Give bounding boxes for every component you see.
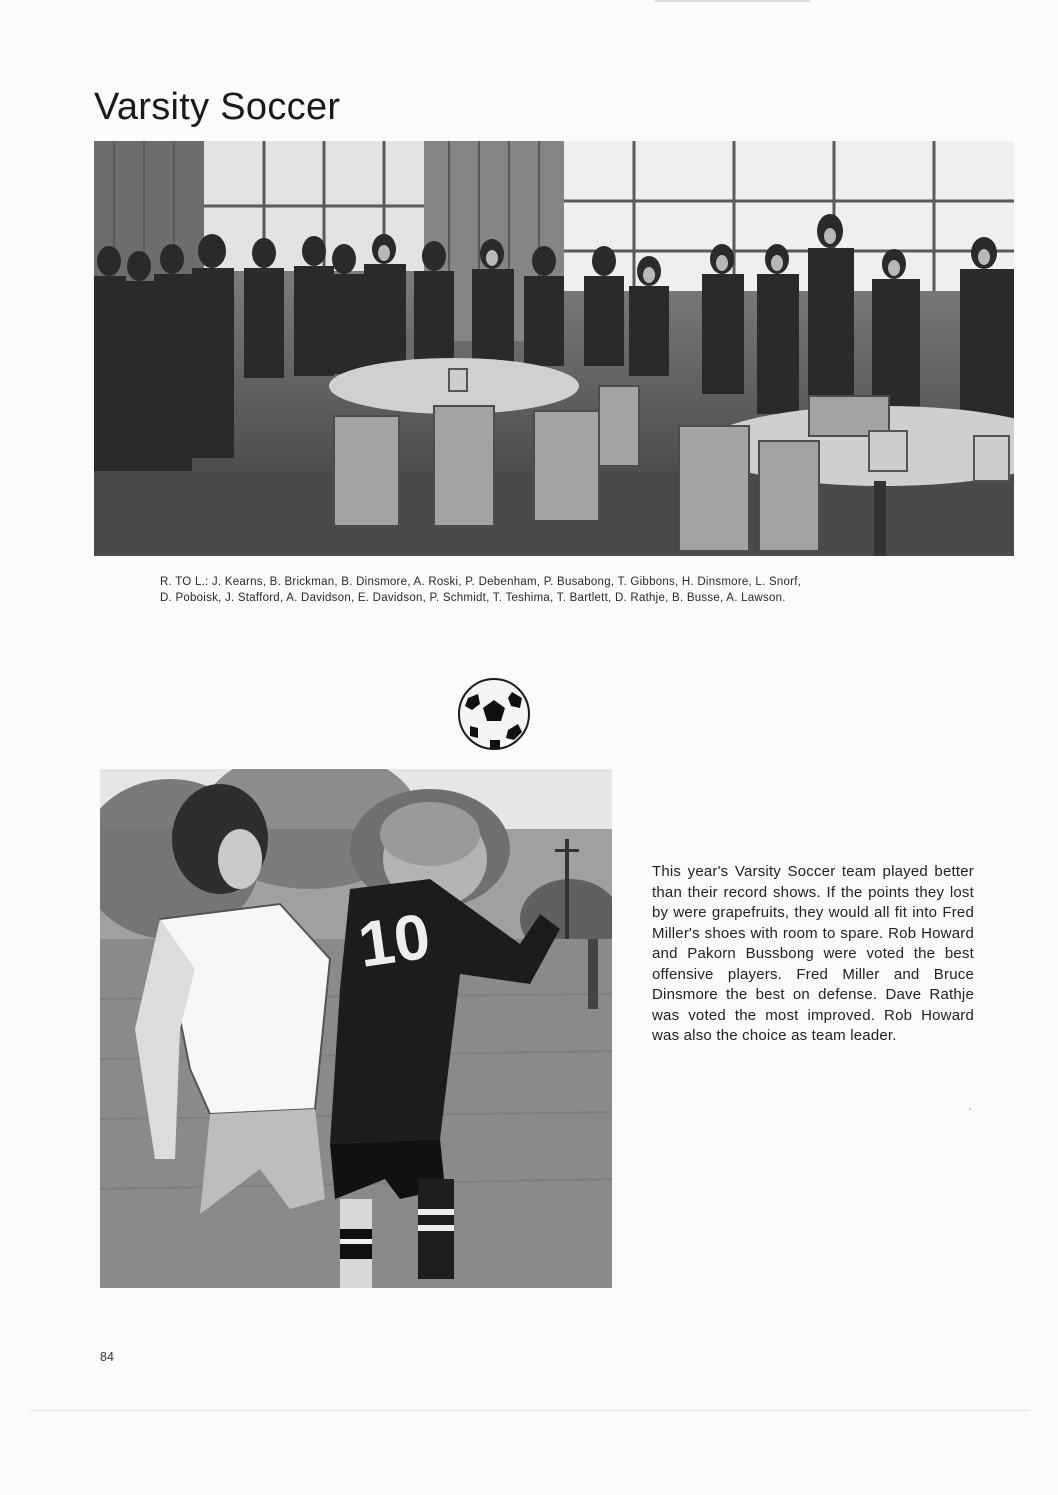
jersey-number: 10 <box>353 899 435 981</box>
article-paragraph: This year's Varsity Soccer team played better than their record shows. If the points they lost by were grapefruits, they would all fit into Fred Miller's shoes with room to spare. Rob Howard and Pakorn Bussbong were voted the best offensive players. Fred Miller and Bruce Dinsmore the best on defense. Dave Rathje was voted the most improved. Rob Howard was also the choice as team leader. <box>652 863 974 1044</box>
team-photo-illustration <box>94 141 1014 556</box>
action-photo <box>100 769 612 1288</box>
team-photo-caption <box>160 575 980 606</box>
action-photo-illustration <box>100 769 612 1288</box>
team-photo <box>94 141 1014 556</box>
top-edge-rule <box>655 0 810 2</box>
caption-line-1: R. TO L.: J. Kearns, B. Brickman, B. Dinsmore, A. Roski, P. Debenham, P. Busabong, T. Gibbons, H. Dinsmore, L. Snorf, <box>160 576 802 588</box>
print-speck <box>969 1108 971 1110</box>
bottom-edge-rule <box>30 1410 1030 1411</box>
page-number: 84 <box>100 1350 114 1364</box>
soccer-ball-icon <box>456 676 532 752</box>
caption-line-2: D. Poboisk, J. Stafford, A. Davidson, E. Davidson, P. Schmidt, T. Teshima, T. Bartlett, D. Rathje, B. Busse, A. Lawson. <box>160 591 786 604</box>
page-title: Varsity Soccer <box>94 86 341 128</box>
soccer-ball-illustration <box>456 676 532 752</box>
